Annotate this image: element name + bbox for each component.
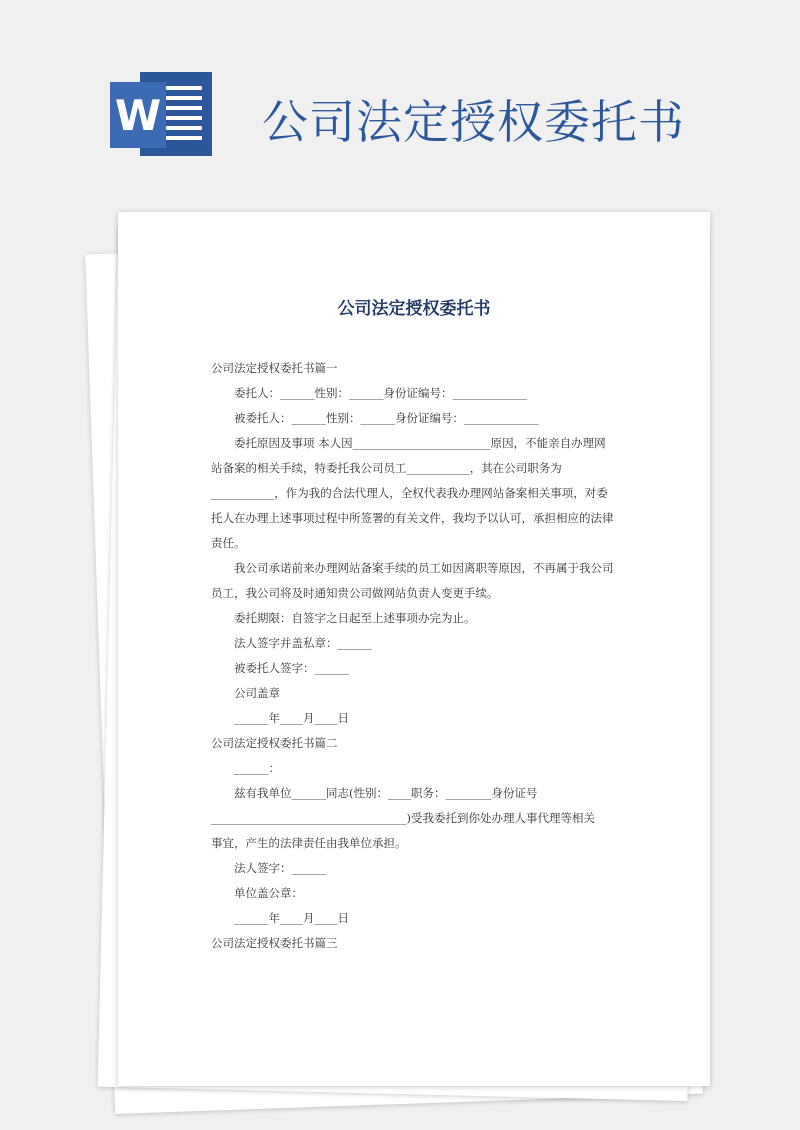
section-heading: 公司法定授权委托书篇三: [211, 936, 338, 950]
section-heading: 公司法定授权委托书篇二: [211, 736, 338, 750]
text-line: 被委托人签字：______: [234, 661, 349, 675]
date-line: ______年____月____日: [234, 711, 349, 725]
text-line: ___________，作为我的合法代理人，全权代表我办理网站备案相关事项，对委: [211, 486, 608, 500]
text-line: 事宜，产生的法律责任由我单位承担。: [211, 836, 407, 850]
section-heading: 公司法定授权委托书篇一: [211, 361, 338, 375]
date-line: ______年____月____日: [234, 911, 349, 925]
text-line: 站备案的相关手续，特委托我公司员工___________，其在公司职务为: [211, 461, 562, 475]
text-line: 我公司承诺前来办理网站备案手续的员工如因离职等原因，不再属于我公司: [234, 561, 614, 575]
banner-title: 公司法定授权委托书: [262, 95, 685, 149]
text-line: 公司盖章: [234, 686, 280, 700]
text-line: 被委托人：______性别：______身份证编号：_____________: [234, 411, 539, 425]
text-line: 委托原因及事项 本人因________________________原因，不能亲自办理网: [234, 436, 606, 450]
text-line: 兹有我单位______同志(性别：____职务：________身份证号: [234, 786, 538, 800]
text-line: 员工，我公司将及时通知贵公司做网站负责人变更手续。: [211, 586, 499, 600]
text-line: 责任。: [211, 536, 246, 550]
text-line: 委托人：______性别：______身份证编号：_____________: [234, 386, 528, 400]
document-page: [118, 212, 710, 1086]
banner: [0, 0, 800, 200]
text-line: 法人签字并盖私章：______: [234, 636, 372, 650]
word-document-icon: W: [110, 72, 212, 156]
document-title: 公司法定授权委托书: [337, 299, 491, 319]
text-line: 法人签字：______: [234, 861, 326, 875]
text-line: 委托期限：自签字之日起至上述事项办完为止。: [234, 611, 476, 625]
document-body: [211, 356, 627, 956]
text-line: ______：: [234, 761, 280, 775]
text-line: 托人在办理上述事项过程中所签署的有关文件，我均予以认可，承担相应的法律: [211, 511, 614, 525]
text-line: 单位盖公章：: [234, 886, 303, 900]
text-line: __________________________________)受我委托到你处办理人事代理等相关: [211, 811, 595, 825]
